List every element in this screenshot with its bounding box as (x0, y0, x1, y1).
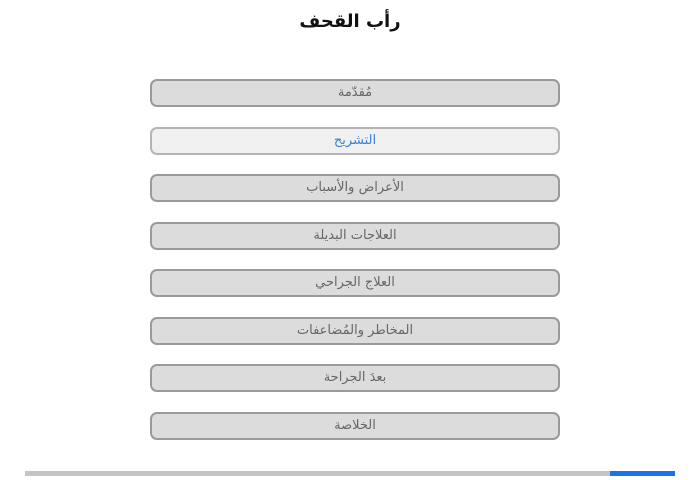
menu-item-alternative-treatments[interactable]: العلاجات البديلة (150, 222, 560, 250)
page-title: رأب القحف (299, 11, 401, 32)
menu-item-symptoms-causes[interactable]: الأعراض والأسباب (150, 174, 560, 202)
progress-bar (25, 471, 675, 476)
menu-item-after-surgery[interactable]: بعدَ الجراحة (150, 364, 560, 392)
menu-item-summary[interactable]: الخلاصة (150, 412, 560, 440)
menu-item-risks-complications[interactable]: المخاطر والمُضاعفات (150, 317, 560, 345)
chapter-menu (150, 79, 560, 459)
menu-item-introduction[interactable]: مُقدّمة (150, 79, 560, 107)
menu-item-surgical-treatment[interactable]: العلاج الجراحي (150, 269, 560, 297)
menu-item-anatomy[interactable]: التشريح (150, 127, 560, 155)
progress-bar-fill (610, 471, 675, 476)
